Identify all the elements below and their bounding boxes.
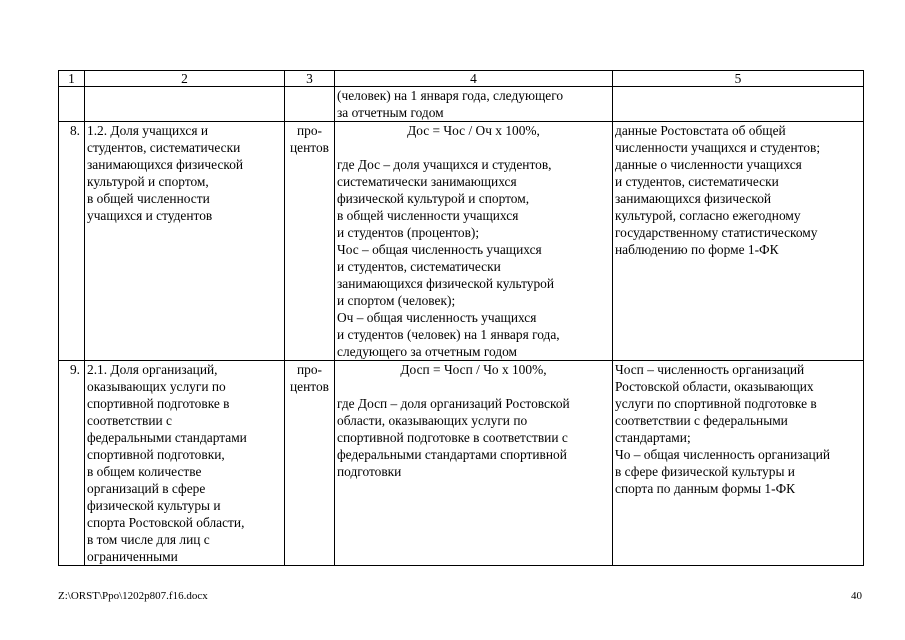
table-row-9	[59, 361, 864, 566]
source-line: Чосп – численность организаций	[615, 362, 805, 377]
source-line: культурой, согласно ежегодному	[615, 208, 801, 223]
formula-line: систематически занимающихся	[337, 174, 517, 189]
continuation-formula-cell	[335, 87, 613, 122]
indicators-table	[58, 70, 864, 566]
continuation-unit-cell	[285, 87, 335, 122]
formula-line: физической культурой и спортом,	[337, 191, 530, 206]
name-line: в общей численности	[87, 191, 210, 206]
name-line: ограниченными	[87, 549, 178, 564]
source-line: наблюдению по форме 1-ФК	[615, 242, 779, 257]
name-line: федеральными стандартами	[87, 430, 247, 445]
source-cell	[613, 361, 864, 566]
formula-line: где Дос – доля учащихся и студентов,	[337, 157, 552, 172]
header-cell-4: 4	[335, 71, 613, 87]
row-number: 9.	[59, 361, 85, 566]
formula-line: подготовки	[337, 464, 402, 479]
header-cell-3: 3	[285, 71, 335, 87]
unit-line: про-	[296, 123, 323, 138]
formula-line: спортивной подготовке в соответствии с	[337, 430, 568, 445]
source-line: занимающихся физической	[615, 191, 772, 206]
table-row-8	[59, 122, 864, 361]
footer-page-number: 40	[851, 590, 862, 602]
source-line: соответствии с федеральными	[615, 413, 788, 428]
source-line: и студентов, систематически	[615, 174, 779, 189]
source-line: численности учащихся и студентов;	[615, 140, 821, 155]
continuation-name-cell	[85, 87, 285, 122]
name-line: в том числе для лиц с	[87, 532, 210, 547]
formula-line: занимающихся физической культурой	[337, 276, 555, 291]
continuation-num-cell	[59, 87, 85, 122]
source-line: в сфере физической культуры и	[615, 464, 795, 479]
source-line: услуги по спортивной подготовке в	[615, 396, 817, 411]
indicator-name-cell	[85, 122, 285, 361]
name-line: оказывающих услуги по	[87, 379, 226, 394]
continuation-row	[59, 87, 864, 122]
formula-title: Дос = Чос / Оч х 100%,	[407, 123, 540, 138]
source-line: Ростовской области, оказывающих	[615, 379, 814, 394]
formula-line: области, оказывающих услуги по	[337, 413, 528, 428]
unit-line: про-	[296, 362, 323, 377]
source-line: государственному статистическому	[615, 225, 818, 240]
formula-line: и студентов (процентов);	[337, 225, 480, 240]
source-line: Чо – общая численность организаций	[615, 447, 831, 462]
formula-line: и студентов, систематически	[337, 259, 501, 274]
name-line: 1.2. Доля учащихся и	[87, 123, 209, 138]
name-line: спортивной подготовки,	[87, 447, 225, 462]
formula-cell	[335, 361, 613, 566]
name-line: спорта Ростовской области,	[87, 515, 245, 530]
header-cell-2: 2	[85, 71, 285, 87]
footer-file-path: Z:\ORST\Ppo\1202p807.f16.docx	[58, 590, 208, 602]
header-cell-5: 5	[613, 71, 864, 87]
formula-line: в общей численности учащихся	[337, 208, 519, 223]
formula-line: федеральными стандартами спортивной	[337, 447, 567, 462]
formula-line: и спортом (человек);	[337, 293, 456, 308]
formula-line: следующего за отчетным годом	[337, 344, 518, 359]
name-line: физической культуры и	[87, 498, 221, 513]
source-cell	[613, 122, 864, 361]
spacer	[337, 139, 610, 156]
name-line: 2.1. Доля организаций,	[87, 362, 218, 377]
formula-line: и студентов (человек) на 1 января года,	[337, 327, 560, 342]
name-line: занимающихся физической	[87, 157, 244, 172]
name-line: организаций в сфере	[87, 481, 206, 496]
header-row	[59, 71, 864, 87]
formula-cell	[335, 122, 613, 361]
continuation-source-cell	[613, 87, 864, 122]
name-line: в общем количестве	[87, 464, 202, 479]
header-cell-1: 1	[59, 71, 85, 87]
formula-line: Оч – общая численность учащихся	[337, 310, 537, 325]
indicator-name-cell	[85, 361, 285, 566]
source-line: стандартами;	[615, 430, 691, 445]
source-line: спорта по данным формы 1-ФК	[615, 481, 796, 496]
formula-line: где Досп – доля организаций Ростовской	[337, 396, 570, 411]
name-line: спортивной подготовке в	[87, 396, 230, 411]
unit-line: центов	[290, 140, 329, 155]
name-line: студентов, систематически	[87, 140, 241, 155]
unit-cell	[285, 122, 335, 361]
name-line: культурой и спортом,	[87, 174, 209, 189]
formula-line: (человек) на 1 января года, следующего	[337, 88, 564, 103]
formula-title: Досп = Чосп / Чо х 100%,	[400, 362, 547, 377]
formula-line: за отчетным годом	[337, 105, 444, 120]
row-number: 8.	[59, 122, 85, 361]
source-line: данные о численности учащихся	[615, 157, 802, 172]
unit-cell	[285, 361, 335, 566]
unit-line: центов	[290, 379, 329, 394]
source-line: данные Ростовстата об общей	[615, 123, 786, 138]
spacer	[337, 378, 610, 395]
name-line: соответствии с	[87, 413, 172, 428]
formula-line: Чос – общая численность учащихся	[337, 242, 542, 257]
name-line: учащихся и студентов	[87, 208, 213, 223]
